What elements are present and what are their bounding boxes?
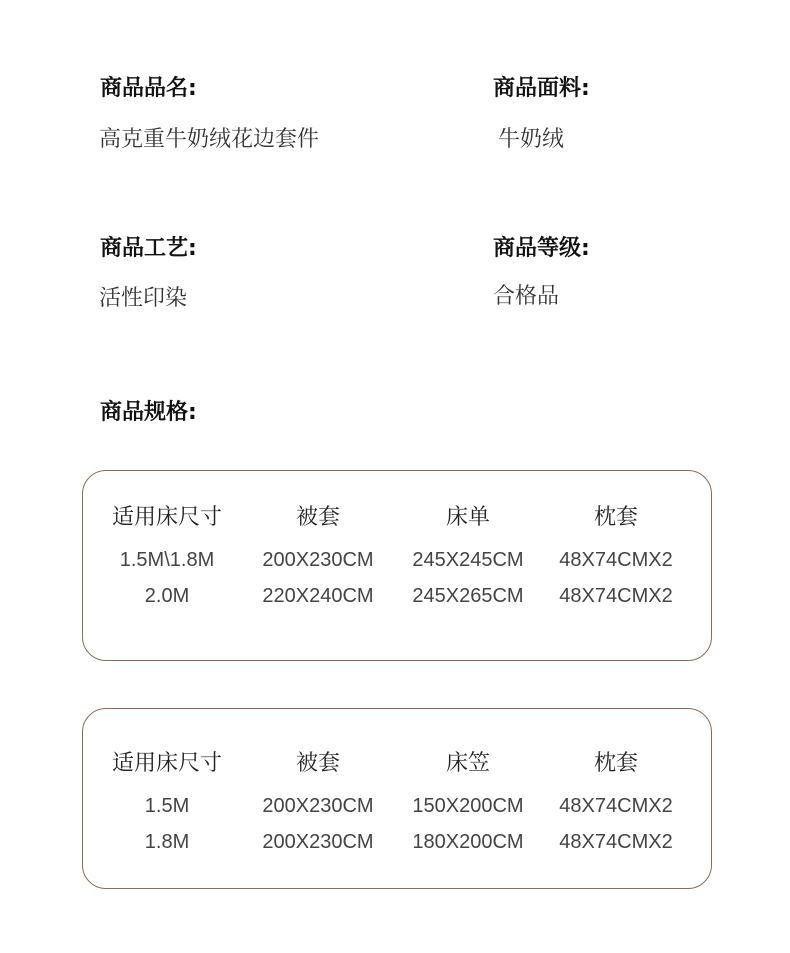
cell-fitted-sheet: 180X200CM — [412, 831, 524, 853]
cell-bed-size: 1.5M — [144, 795, 190, 817]
spec-table-2 — [82, 708, 712, 889]
cell-pillowcase: 48X74CMX2 — [559, 585, 673, 607]
cell-duvet-cover: 220X240CM — [262, 585, 374, 607]
table-row — [83, 581, 711, 611]
table-row — [83, 827, 711, 857]
cell-bed-sheet: 245X265CM — [412, 585, 524, 607]
header-bed-sheet: 床单 — [445, 505, 490, 530]
table-row — [83, 545, 711, 575]
fabric-label: 商品面料: — [493, 76, 590, 101]
header-duvet-cover: 被套 — [295, 751, 340, 776]
fabric-value: 牛奶绒 — [498, 127, 565, 152]
header-duvet-cover: 被套 — [295, 505, 340, 530]
header-pillowcase: 枕套 — [593, 751, 638, 776]
cell-pillowcase: 48X74CMX2 — [559, 795, 673, 817]
cell-bed-size: 2.0M — [144, 585, 190, 607]
cell-pillowcase: 48X74CMX2 — [559, 831, 673, 853]
cell-duvet-cover: 200X230CM — [262, 549, 374, 571]
header-pillowcase: 枕套 — [593, 505, 638, 530]
craft-label: 商品工艺: — [100, 236, 197, 261]
table-row — [83, 791, 711, 821]
grade-label: 商品等级: — [493, 236, 590, 261]
header-fitted-sheet: 床笠 — [445, 751, 490, 776]
cell-pillowcase: 48X74CMX2 — [559, 549, 673, 571]
grade-value: 合格品 — [493, 284, 560, 309]
craft-value: 活性印染 — [99, 286, 188, 311]
table-header-row — [83, 503, 711, 533]
cell-duvet-cover: 200X230CM — [262, 795, 374, 817]
header-bed-size: 适用床尺寸 — [111, 751, 222, 776]
product-name-value: 高克重牛奶绒花边套件 — [99, 127, 320, 152]
header-bed-size: 适用床尺寸 — [111, 505, 222, 530]
cell-bed-sheet: 245X245CM — [412, 549, 524, 571]
table-header-row — [83, 749, 711, 779]
product-name-label: 商品品名: — [100, 76, 197, 101]
spec-table-1 — [82, 470, 712, 661]
cell-duvet-cover: 200X230CM — [262, 831, 374, 853]
cell-bed-size: 1.8M — [144, 831, 190, 853]
cell-fitted-sheet: 150X200CM — [412, 795, 524, 817]
spec-label: 商品规格: — [100, 400, 197, 425]
cell-bed-size: 1.5M\1.8M — [119, 549, 215, 571]
